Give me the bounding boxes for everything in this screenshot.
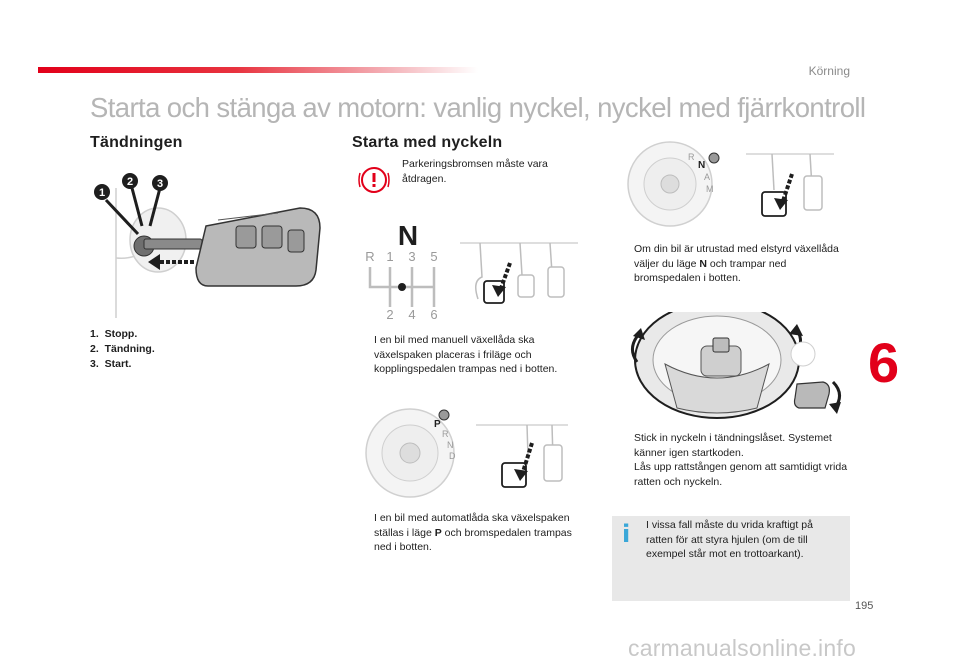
gear-1: 1 <box>386 249 394 264</box>
electronic-gearbox-instruction: Om din bil är utrustad med elstyrd växellåda väljer du läge N och trampar ned bromspedalen i botten. <box>634 243 839 284</box>
ignition-position-list <box>90 327 155 372</box>
list-item: 3. Start. <box>90 358 132 370</box>
gear-5: 5 <box>430 249 438 264</box>
auto-r: R <box>442 429 449 439</box>
ignition-key-illustration <box>88 168 328 318</box>
auto-d: D <box>449 451 456 461</box>
info-box <box>612 516 850 601</box>
list-item: 1. Stopp. <box>90 328 138 340</box>
auto-p: P <box>434 419 441 430</box>
gear-4: 4 <box>408 307 416 320</box>
list-item: Lås upp rattstången genom att samtidigt vrida ratten och nyckeln. <box>634 461 848 488</box>
gear-r: R <box>365 249 375 264</box>
callout-2: 2 <box>126 176 134 188</box>
etg-n: N <box>698 160 706 171</box>
manual-instruction: I en bil med manuell växellåda ska växelspaken placeras i friläge och kopplingspedalen trampas ned i botten. <box>374 334 558 375</box>
info-icon: i <box>622 520 631 548</box>
warning-text: Parkeringsbromsen måste vara åtdragen. <box>402 158 548 185</box>
etg-m: M <box>706 184 714 194</box>
electronic-gearbox-illustration <box>622 140 842 235</box>
page-number: 195 <box>855 600 874 612</box>
warning-icon <box>358 166 390 194</box>
page-title: Starta och stänga av motorn: vanlig nyckel, nyckel med fjärrkontroll <box>90 92 866 123</box>
steering-wheel-illustration <box>625 312 855 422</box>
automatic-gearbox-illustration <box>362 405 572 500</box>
auto-n: N <box>447 440 454 450</box>
steering-lock-instructions <box>612 431 850 489</box>
info-text: I vissa fall måste du vrida kraftigt på ratten för att styra hjulen (om de till exempel står mot en trottoarkant). <box>646 519 813 560</box>
chapter-number: 6 <box>868 331 900 394</box>
etg-r: R <box>688 152 695 162</box>
gear-n-label: N <box>397 220 419 251</box>
gear-3: 3 <box>408 249 416 264</box>
manual-gearbox-illustration <box>360 215 590 320</box>
gear-2: 2 <box>386 307 394 320</box>
list-item: 2. Tändning. <box>90 343 155 355</box>
gear-6: 6 <box>430 307 438 320</box>
callout-3: 3 <box>156 178 164 190</box>
etg-a: A <box>704 172 711 182</box>
chapter-color-bar <box>38 67 478 73</box>
list-item: Stick in nyckeln i tändningslåset. Systemet känner igen startkoden. <box>634 432 832 459</box>
automatic-instruction: I en bil med automatlåda ska växelspaken ställas i läge P och bromspedalen trampas ned i botten. <box>374 512 572 553</box>
watermark: carmanualsonline.info <box>628 635 856 661</box>
callout-1: 1 <box>98 187 106 199</box>
chapter-label: Körning <box>808 64 850 78</box>
ignition-heading: Tändningen <box>90 134 183 151</box>
start-heading: Starta med nyckeln <box>352 134 503 151</box>
